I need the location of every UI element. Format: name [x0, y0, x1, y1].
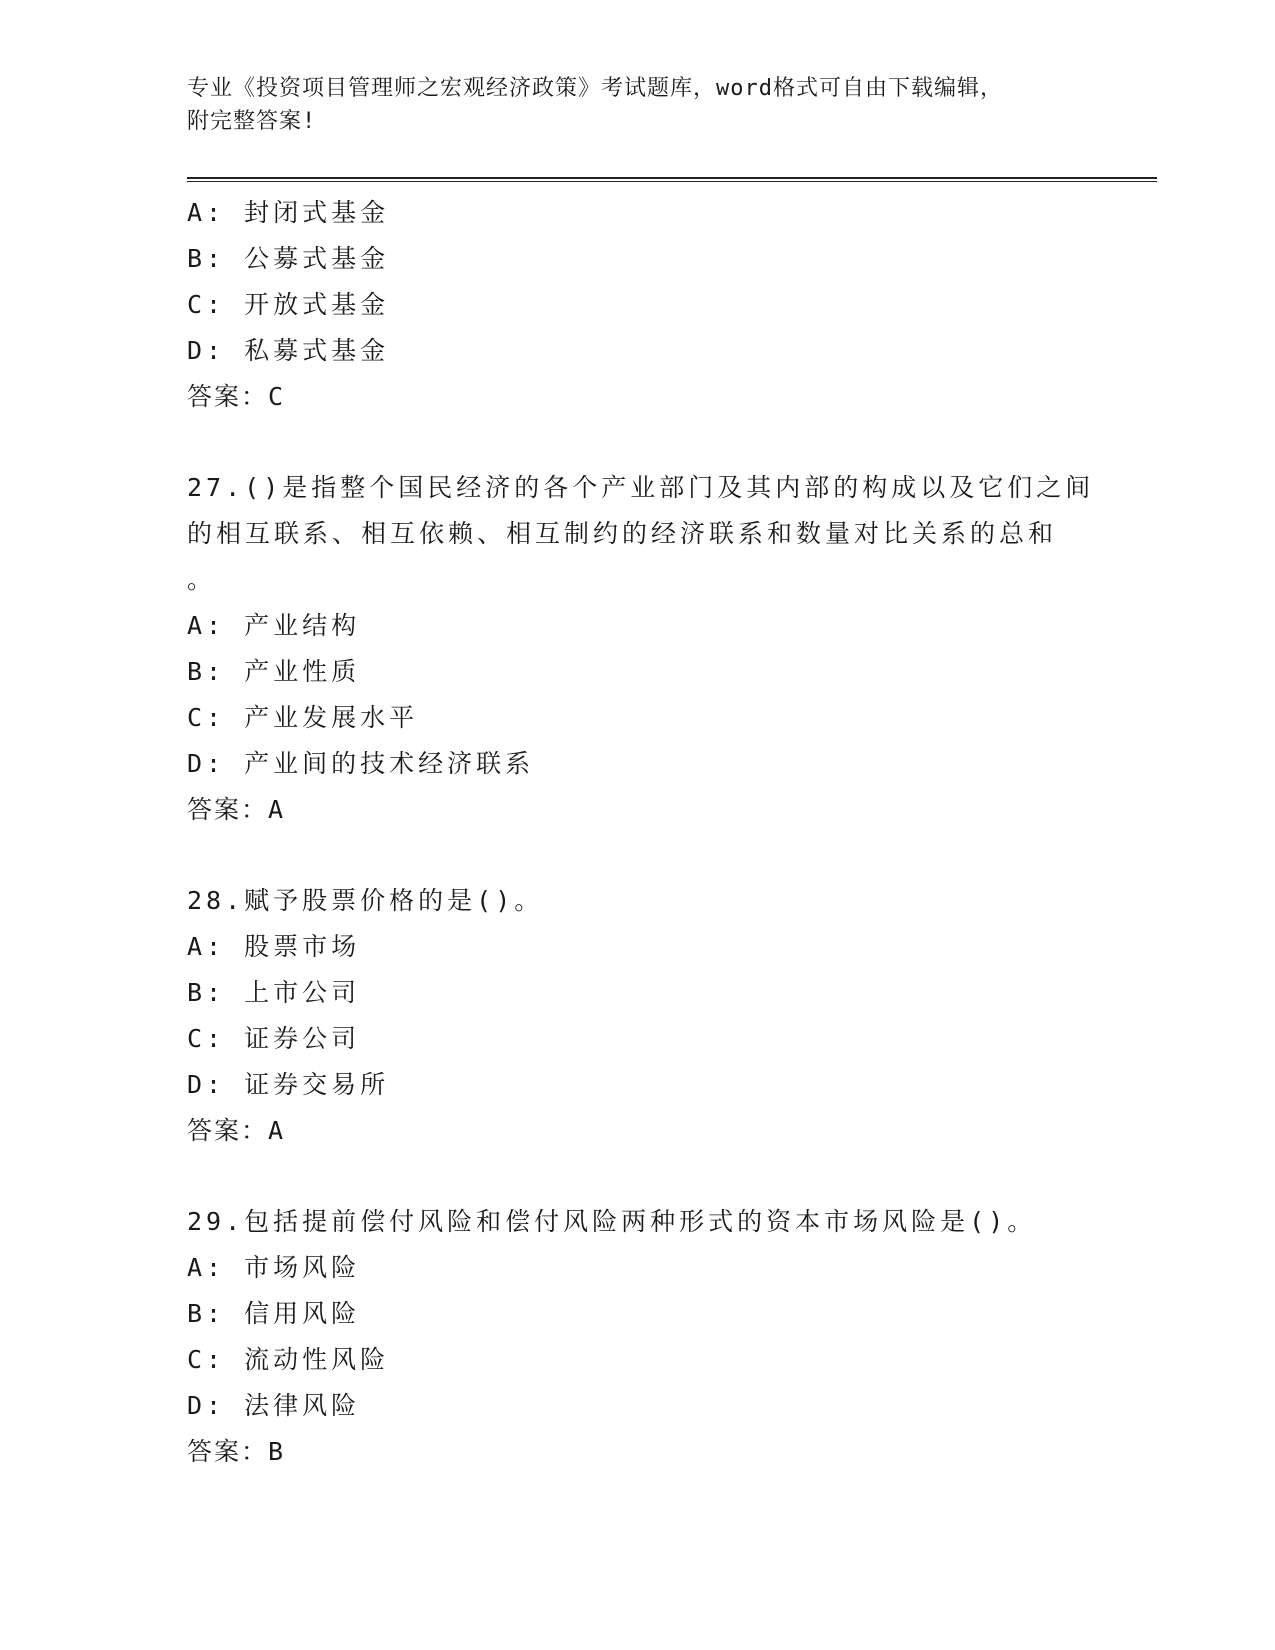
- option-c: C: 证券公司: [187, 1024, 361, 1053]
- header-line-1: 专业《投资项目管理师之宏观经济政策》考试题库，word格式可自由下载编辑，: [187, 76, 1003, 101]
- header-divider: [187, 177, 1157, 182]
- answer: 答案：C: [187, 382, 286, 411]
- option-c: C: 产业发展水平: [187, 703, 419, 732]
- question-text: 29.包括提前偿付风险和偿付风险两种形式的资本市场风险是()。: [187, 1207, 1037, 1236]
- document-header: [187, 72, 1067, 138]
- answer: 答案：A: [187, 795, 286, 824]
- option-b: B: 公募式基金: [187, 244, 390, 273]
- option-b: B: 产业性质: [187, 657, 361, 686]
- option-a: A: 市场风险: [187, 1253, 361, 1282]
- option-d: D: 证券交易所: [187, 1070, 390, 1099]
- option-a: A: 封闭式基金: [187, 198, 390, 227]
- header-line-2: 附完整答案!: [187, 109, 317, 134]
- question-text: 28.赋予股票价格的是()。: [187, 886, 544, 915]
- option-d: D: 产业间的技术经济联系: [187, 749, 535, 778]
- option-a: A: 产业结构: [187, 611, 361, 640]
- option-b: B: 上市公司: [187, 978, 361, 1007]
- question-29: [187, 1199, 1157, 1475]
- question-text-line-3: 。: [187, 565, 217, 594]
- option-a: A: 股票市场: [187, 932, 361, 961]
- question-28: [187, 878, 1157, 1154]
- option-b: B: 信用风险: [187, 1299, 361, 1328]
- option-c: C: 流动性风险: [187, 1345, 390, 1374]
- option-d: D: 法律风险: [187, 1391, 361, 1420]
- question-text-line-2: 的相互联系、相互依赖、相互制约的经济联系和数量对比关系的总和: [187, 519, 1058, 548]
- question-list: [187, 190, 1157, 1475]
- option-c: C: 开放式基金: [187, 290, 390, 319]
- answer: 答案：B: [187, 1437, 286, 1466]
- question-text-line-1: 27.()是指整个国民经济的各个产业部门及其内部的构成以及它们之间: [187, 473, 1095, 502]
- question-26: [187, 190, 1157, 420]
- question-27: [187, 465, 1157, 833]
- answer: 答案：A: [187, 1116, 286, 1145]
- option-d: D: 私募式基金: [187, 336, 390, 365]
